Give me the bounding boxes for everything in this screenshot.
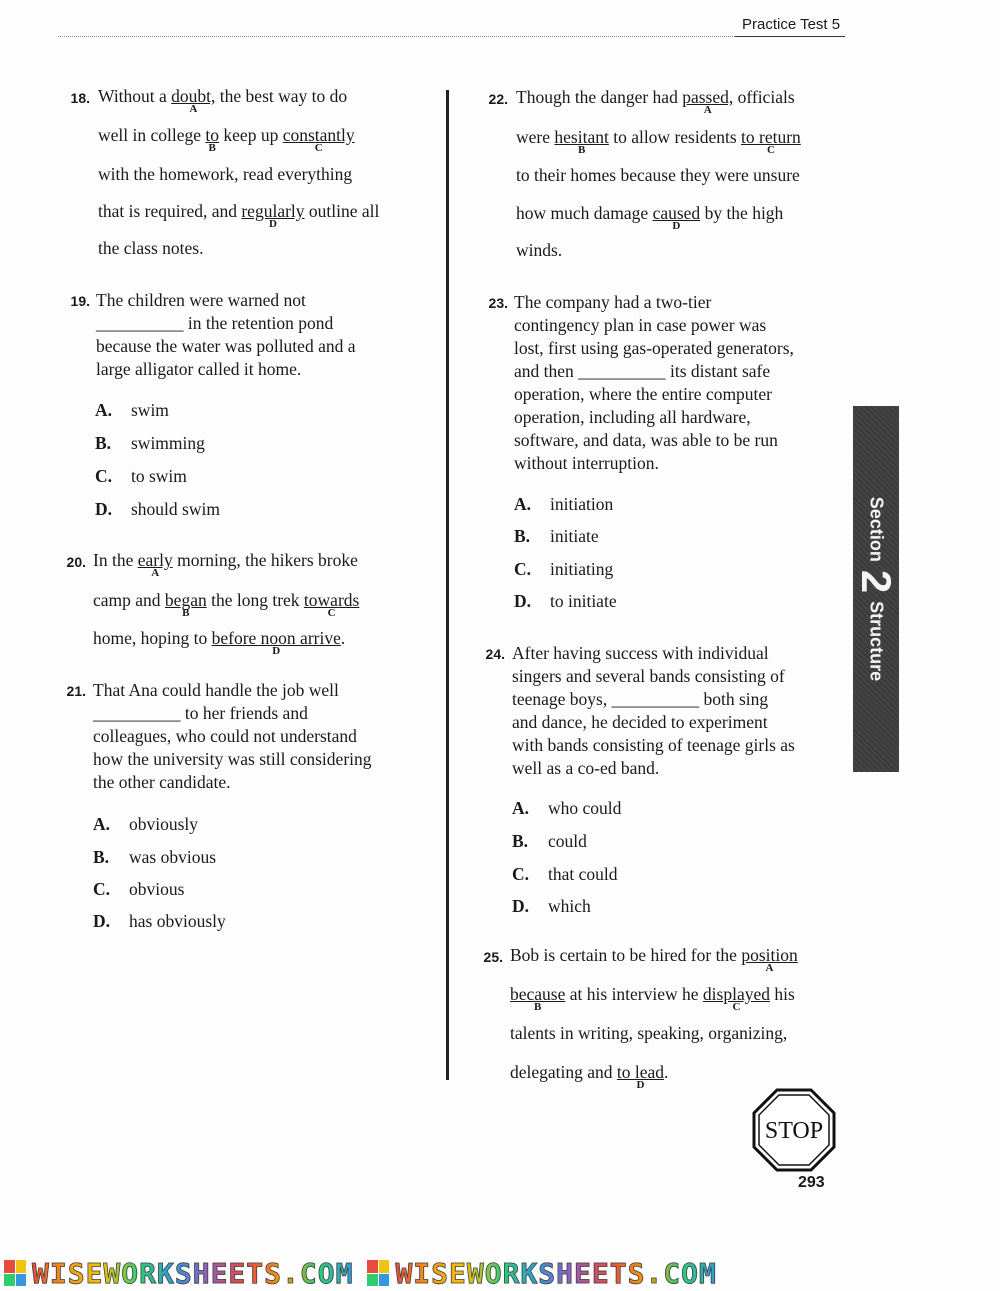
option-c[interactable]: C. that could xyxy=(512,864,618,884)
underlined-option-a[interactable]: doubt, A xyxy=(171,86,216,115)
underlined-option-d[interactable]: before noon arrive D xyxy=(211,628,341,657)
option-c[interactable]: C. obvious xyxy=(93,879,185,899)
question-line: well in college to B keep up constantly C xyxy=(98,125,355,154)
question-line: were hesitant B to allow residents to return C xyxy=(516,127,801,156)
underlined-option-b[interactable]: hesitant B xyxy=(554,127,609,156)
underlined-option-c[interactable]: to return C xyxy=(741,127,801,156)
question-line: winds. xyxy=(516,240,563,260)
underlined-option-c[interactable]: constantly C xyxy=(282,125,355,154)
question-line: home, hoping to before noon arrive D . xyxy=(93,628,346,657)
underlined-option-b[interactable]: to B xyxy=(205,125,220,154)
question-number: 19. xyxy=(70,293,90,309)
question-number: 25. xyxy=(483,949,503,965)
question-line: with the homework, read everything xyxy=(98,164,353,184)
question-text: The children were warned not __________ in the retention pond because the water was polluted and a large alligator called it home. xyxy=(96,290,356,379)
header-rule xyxy=(58,36,845,37)
question-line: talents in writing, speaking, organizing, xyxy=(510,1023,788,1043)
question-text: That Ana could handle the job well __________ to her friends and colleagues, who could not understand how the university was still considering the other candidate. xyxy=(93,680,372,792)
option-b[interactable]: B. was obvious xyxy=(93,847,217,867)
option-a[interactable]: A. obviously xyxy=(93,814,199,834)
brand-text: WISEWORKSHEETS.COM xyxy=(32,1256,354,1290)
question-text: After having success with individual singers and several bands consisting of teenage boys, __________ both sing and dance, he decided to experiment with bands consisting of teenage girls as well as a co-ed band. xyxy=(512,643,795,778)
question-number: 22. xyxy=(488,91,508,107)
column-divider xyxy=(446,90,449,1080)
underlined-option-a[interactable]: passed, A xyxy=(682,87,734,116)
question-line: delegating and to lead D . xyxy=(510,1062,669,1091)
option-d[interactable]: D. which xyxy=(512,896,591,916)
option-c[interactable]: C. initiating xyxy=(514,559,614,579)
underlined-option-d[interactable]: regularly D xyxy=(241,201,305,230)
underlined-option-a[interactable]: position A xyxy=(741,945,798,974)
option-a[interactable]: A. who could xyxy=(512,798,622,818)
question-number: 23. xyxy=(488,295,508,311)
underlined-option-c[interactable]: displayed C xyxy=(702,984,770,1013)
question-line: how much damage caused D by the high xyxy=(516,203,784,232)
question-line: In the early A morning, the hikers broke xyxy=(93,550,358,579)
underlined-option-b[interactable]: because B xyxy=(510,984,566,1013)
question-number: 21. xyxy=(66,683,86,699)
stop-sign-icon xyxy=(752,1088,836,1172)
underlined-option-a[interactable]: early A xyxy=(137,550,173,579)
option-b[interactable]: B. swimming xyxy=(95,433,205,453)
option-b[interactable]: B. could xyxy=(512,831,587,851)
header-title: Practice Test 5 xyxy=(742,16,841,33)
question-line: because B at his interview he displayed C his xyxy=(510,984,795,1013)
question-line: Without a doubt, A the best way to do xyxy=(98,86,348,115)
footer-brand xyxy=(4,1257,353,1290)
question-number: 18. xyxy=(70,90,90,106)
underlined-option-d[interactable]: caused D xyxy=(652,203,701,232)
underlined-option-b[interactable]: began B xyxy=(164,590,207,619)
question-line: to their homes because they were unsure xyxy=(516,165,800,185)
section-tab xyxy=(853,406,899,772)
question-number: 20. xyxy=(66,554,86,570)
question-number: 24. xyxy=(485,646,505,662)
option-c[interactable]: C. to swim xyxy=(95,466,187,486)
footer-watermark xyxy=(0,1255,1000,1291)
question-line: camp and began B the long trek towards C xyxy=(93,590,360,619)
option-d[interactable]: D. should swim xyxy=(95,499,220,519)
option-a[interactable]: A. initiation xyxy=(514,494,614,514)
header-rule-accent xyxy=(735,36,845,37)
underlined-option-d[interactable]: to lead D xyxy=(616,1062,665,1091)
option-a[interactable]: A. swim xyxy=(95,400,169,420)
section-tab-label: Section2Structure xyxy=(853,496,900,682)
underlined-option-c[interactable]: towards C xyxy=(303,590,360,619)
page-number: 293 xyxy=(798,1174,825,1191)
question-line: Though the danger had passed, A officials xyxy=(516,87,795,116)
question-text: The company had a two-tier contingency plan in case power was lost, first using gas-operated generators, and then __________ its distant safe operation, where the entire computer operation, including all hardware, software, and data, was able to be run without interruption. xyxy=(514,292,794,473)
footer-brand xyxy=(367,1257,716,1290)
brand-logo-icon xyxy=(367,1260,389,1286)
question-line: Bob is certain to be hired for the position A xyxy=(510,945,798,974)
question-line: the class notes. xyxy=(98,238,204,258)
brand-text: WISEWORKSHEETS.COM xyxy=(395,1256,717,1290)
question-line: that is required, and regularly D outline all xyxy=(98,201,380,230)
option-b[interactable]: B. initiate xyxy=(514,526,599,546)
option-d[interactable]: D. to initiate xyxy=(514,591,617,611)
stop-label: STOP xyxy=(764,1118,824,1144)
option-d[interactable]: D. has obviously xyxy=(93,911,226,931)
brand-logo-icon xyxy=(4,1260,26,1286)
